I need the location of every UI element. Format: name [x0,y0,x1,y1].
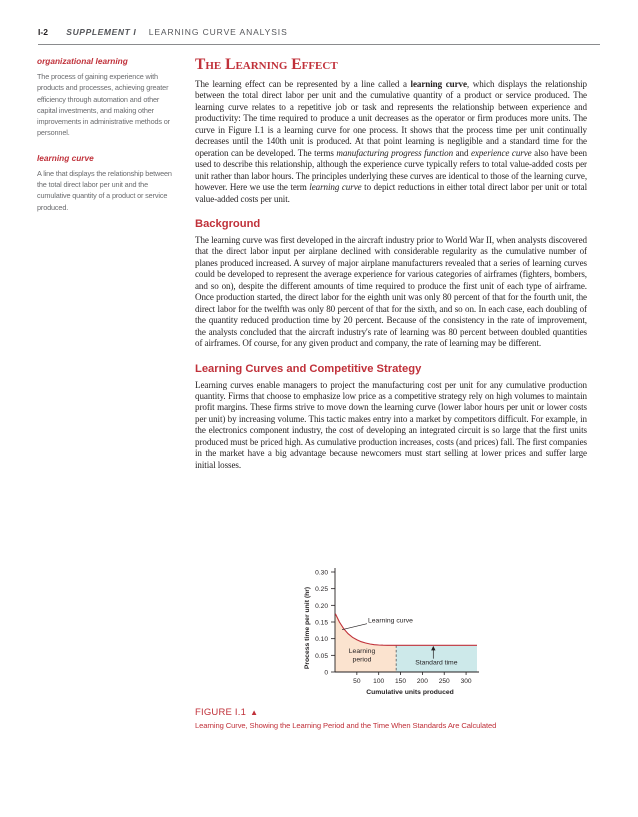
curve-label: Learning curve [368,617,413,625]
learning-curve-figure [295,562,485,704]
triangle-icon: ▲ [250,708,259,717]
glossary-definition-learning-curve: A line that displays the relationship between the total direct labor per unit and the cumulative quantity of a product or service produced. [37,168,172,212]
running-header [38,25,608,39]
y-tick-label: 0.20 [315,602,328,610]
learning-effect-paragraph [195,79,587,205]
curve-label-leader [342,624,367,630]
text-run: also have been used to describe this relationship, although the experience curve typically refers to total value-added costs per unit rather than labor hours. The principles underlying these curves are identical to those of the learning curve, however. Here we use the term [195,147,587,193]
text-run: and [453,147,471,158]
y-tick-label: 0.25 [315,586,328,594]
text-run: The learning effect can be represented by a line called a [195,79,411,89]
supplement-label: SUPPLEMENT I [66,27,137,37]
standard-time-region [396,645,477,672]
section-title: The Learning Effect [195,56,338,73]
background-heading: Background [195,217,261,230]
y-axis-title: Process time per unit (hr) [304,586,311,670]
y-tick-label: 0.10 [315,636,328,644]
background-paragraph: The learning curve was first developed in the aircraft industry prior to World War II, when analysts discovered that the direct labor input per airplane declined with considerable regularity as the cumulative number of planes produced increased. A survey of major airplane manufacturers revealed that a series of learning curves could be developed to represent the average experience for various categories of airframes (fighters, bombers, and so on), despite the different amounts of time required to produce the first unit of each type of airframe. Once production started, the direct labor for the eighth unit was only 80 percent of that for the fourth unit, the direct labor for the twelfth was only 80 percent of that for the sixth, and so on. In each case, each doubling of the quantity reduced production time by 20 percent. Because of the consistency in the rate of improvement, the analysts concluded that the aircraft industry's rate of learning was 80 percent between doubled quantities of airframes. Of course, for any given product and company, the rate of learning may be different. [195,234,587,349]
y-tick-label: 0.15 [315,619,328,627]
y-tick-label: 0 [324,669,328,677]
x-tick-label: 300 [460,678,472,685]
page-number: I-2 [38,27,48,37]
x-tick-label: 150 [395,678,407,685]
glossary-term-learning-curve: learning curve [37,152,94,163]
emphasis-term: learning curve [309,182,362,193]
figure-caption-text: Learning Curve, Showing the Learning Period and the Time When Standards Are Calculated [195,721,497,730]
glossary-term-organizational-learning: organizational learning [37,56,128,66]
text-run: , which displays the relationship between the total direct labor per unit and the cumulative quantity of a product or service produced. The learning curve relates to a repetitive job or task and represents the relationship between experience and productivity: The time required to produce a unit decreases as the operator or firm produces more units. The curve in Figure I.1 is a learning curve for one process. It shows that the process time per unit continually decreases until the 140th unit is produced. At that point learning is negligible and a standard time for the operation can be developed. The terms [195,79,587,158]
competitive-strategy-heading: Learning Curves and Competitive Strategy [195,362,422,375]
y-tick-label: 0.05 [315,652,328,660]
x-tick-label: 250 [438,678,450,685]
x-tick-label: 50 [353,678,361,685]
x-axis-title: Cumulative units produced [366,689,454,696]
x-tick-label: 200 [416,678,428,685]
x-tick-label: 100 [373,678,385,685]
figure-label [195,707,595,718]
key-term-learning-curve: learning curve [410,79,467,89]
figure-caption [195,707,595,730]
y-tick-label: 0.30 [315,569,328,577]
emphasis-term: manufacturing progress function [336,147,454,158]
standard-time-label: Standard time [415,659,458,667]
learning-period-label-line-1: Learning [348,648,376,655]
text-run: to depict reductions in either total direct labor per unit or total value-added costs per unit. [195,182,587,204]
glossary-definition-organizational-learning: The process of gaining experience with products and processes, achieving greater efficiency through automation and other capital investments, and making other improvements in administrative methods or personnel. [37,72,170,138]
glossary-sidebar [37,56,177,227]
emphasis-term: experience curve [470,147,532,158]
competitive-strategy-paragraph: Learning curves enable managers to project the manufacturing cost per unit for any cumulative production quantity. Firms that choose to emphasize low price as a competitive strategy rely on high volumes to maintain profit margins. These firms strive to move down the learning curve (lower labor hours per unit or lower costs per unit) by increasing volume. This tactic makes entry into a market by competitors difficult. For example, in the electronics component industry, the cost of developing an integrated circuit is so large that the first units produced must be priced high. As cumulative production increases, costs (and prices) fall. The first companies in the market have a big advantage because newcomers must start selling at lower prices and suffer large initial losses. [195,379,587,470]
learning-curve-chart [295,562,485,704]
chapter-title: LEARNING CURVE ANALYSIS [148,27,288,37]
main-content [195,56,587,471]
figure-number: FIGURE I.1 [195,707,247,718]
learning-period-label-line-2: period [352,656,372,664]
header-rule [38,44,600,45]
